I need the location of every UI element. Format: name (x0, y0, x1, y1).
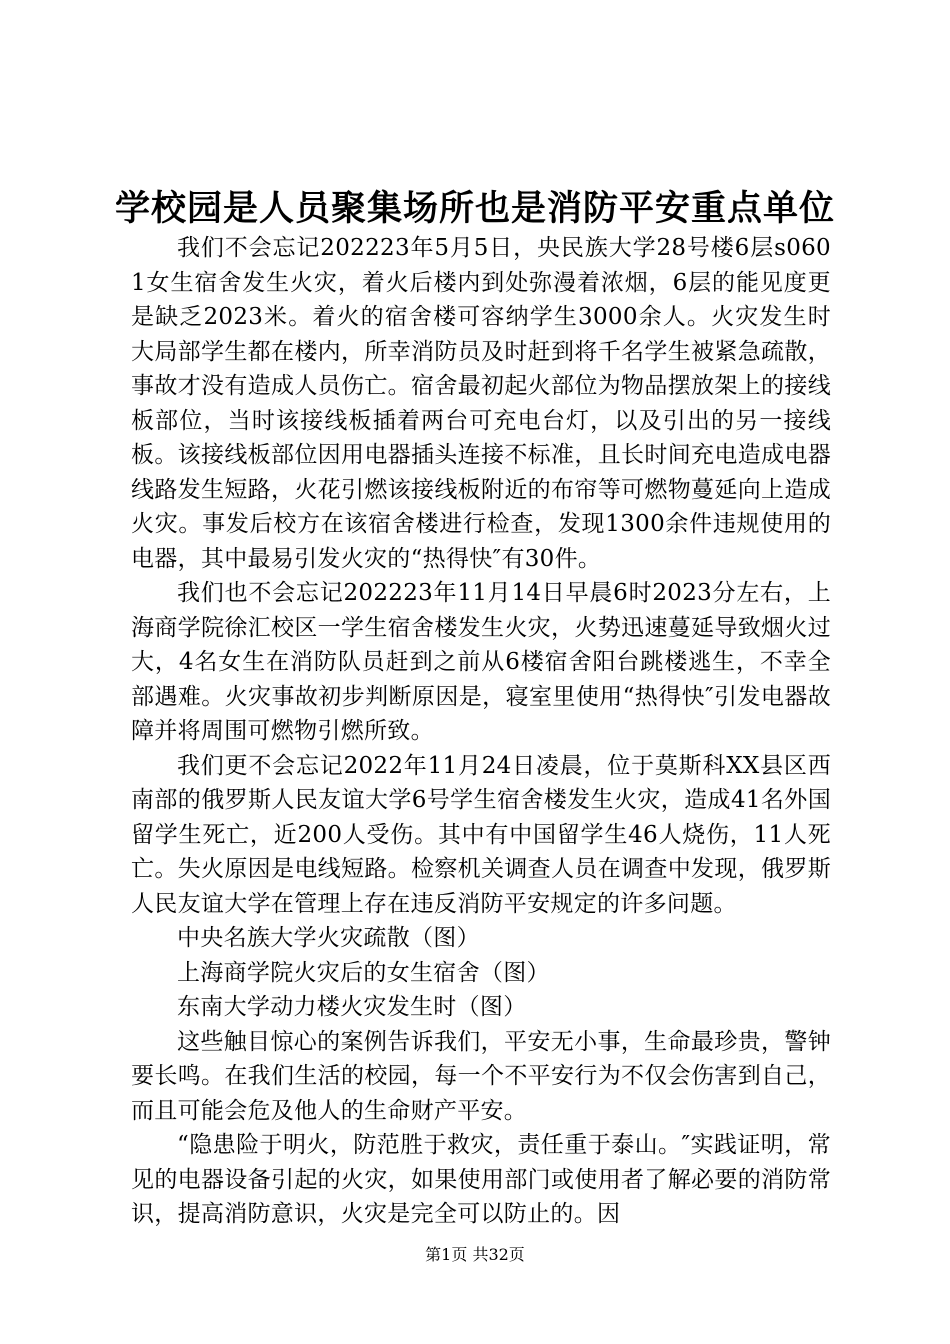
figure-caption-evacuation: 中央名族大学火灾疏散（图） (177, 925, 480, 951)
figure-caption-power-building: 东南大学动力楼火灾发生时（图） (177, 994, 527, 1020)
document-title: 学校园是人员聚集场所也是消防平安重点单位 (114, 188, 835, 229)
paragraph-moscow-fire: 我们更不会忘记2022年11月24日凌晨，位于莫斯科XX县区西南部的俄罗斯人民友谊大学6号学生宿舍楼发生火灾，造成41名外国留学生死亡，近200人受伤。其中有中国留学生46人烧伤，11人死亡。失火原因是电线短路。检察机关调查人员在调查中发现，俄罗斯人民友谊大学在管理上存在违反消防平安规定的许多问题。 (131, 752, 831, 917)
paragraph-shanghai-fire: 我们也不会忘记202223年11月14日早晨6时2023分左右，上海商学院徐汇校区一学生宿舍楼发生火灾，火势迅速蔓延导致烟火过大，4名女生在消防队员赶到之前从6楼宿舍阳台跳楼逃生，不幸全部遇难。火灾事故初步判断原因是，寝室里使用“热得快″引发电器故障并将周围可燃物引燃所致。 (131, 580, 831, 744)
figure-caption-dormitory: 上海商学院火灾后的女生宿舍（图） (177, 959, 550, 986)
paragraph-prevention: “隐患险于明火，防范胜于救灾，责任重于泰山。″实践证明，常见的电器设备引起的火灾，如果使用部门或使用者了解必要的消防常识，提高消防意识，火灾是完全可以防止的。因 (131, 1132, 831, 1227)
paragraph-lessons: 这些触目惊心的案例告诉我们，平安无小事，生命最珍贵，警钟要长鸣。在我们生活的校园，每一个不平安行为不仅会伤害到自己，而且可能会危及他人的生命财产平安。 (131, 1028, 831, 1124)
paragraph-minzu-fire: 我们不会忘记202223年5月5日，央民族大学28号楼6层s0601女生宿舍发生火灾，着火后楼内到处弥漫着浓烟，6层的能见度更是缺乏2023米。着火的宿舍楼可容纳学生3000余人。火灾发生时大局部学生都在楼内，所幸消防员及时赶到将千名学生被紧急疏散，事故才没有造成人员伤亡。宿舍最初起火部位为物品摆放架上的接线板部位，当时该接线板插着两台可充电台灯，以及引出的另一接线板。该接线板部位因用电器插头连接不标准，且长时间充电造成电器线路发生短路，火花引燃该接线板附近的布帘等可燃物蔓延向上造成火灾。事发后校方在该宿舍楼进行检查，发现1300余件违规使用的电器，其中最易引发火灾的“热得快″有30件。 (131, 235, 831, 572)
document-body (131, 231, 831, 1232)
page-footer: 第1页 共32页 (425, 1245, 525, 1264)
